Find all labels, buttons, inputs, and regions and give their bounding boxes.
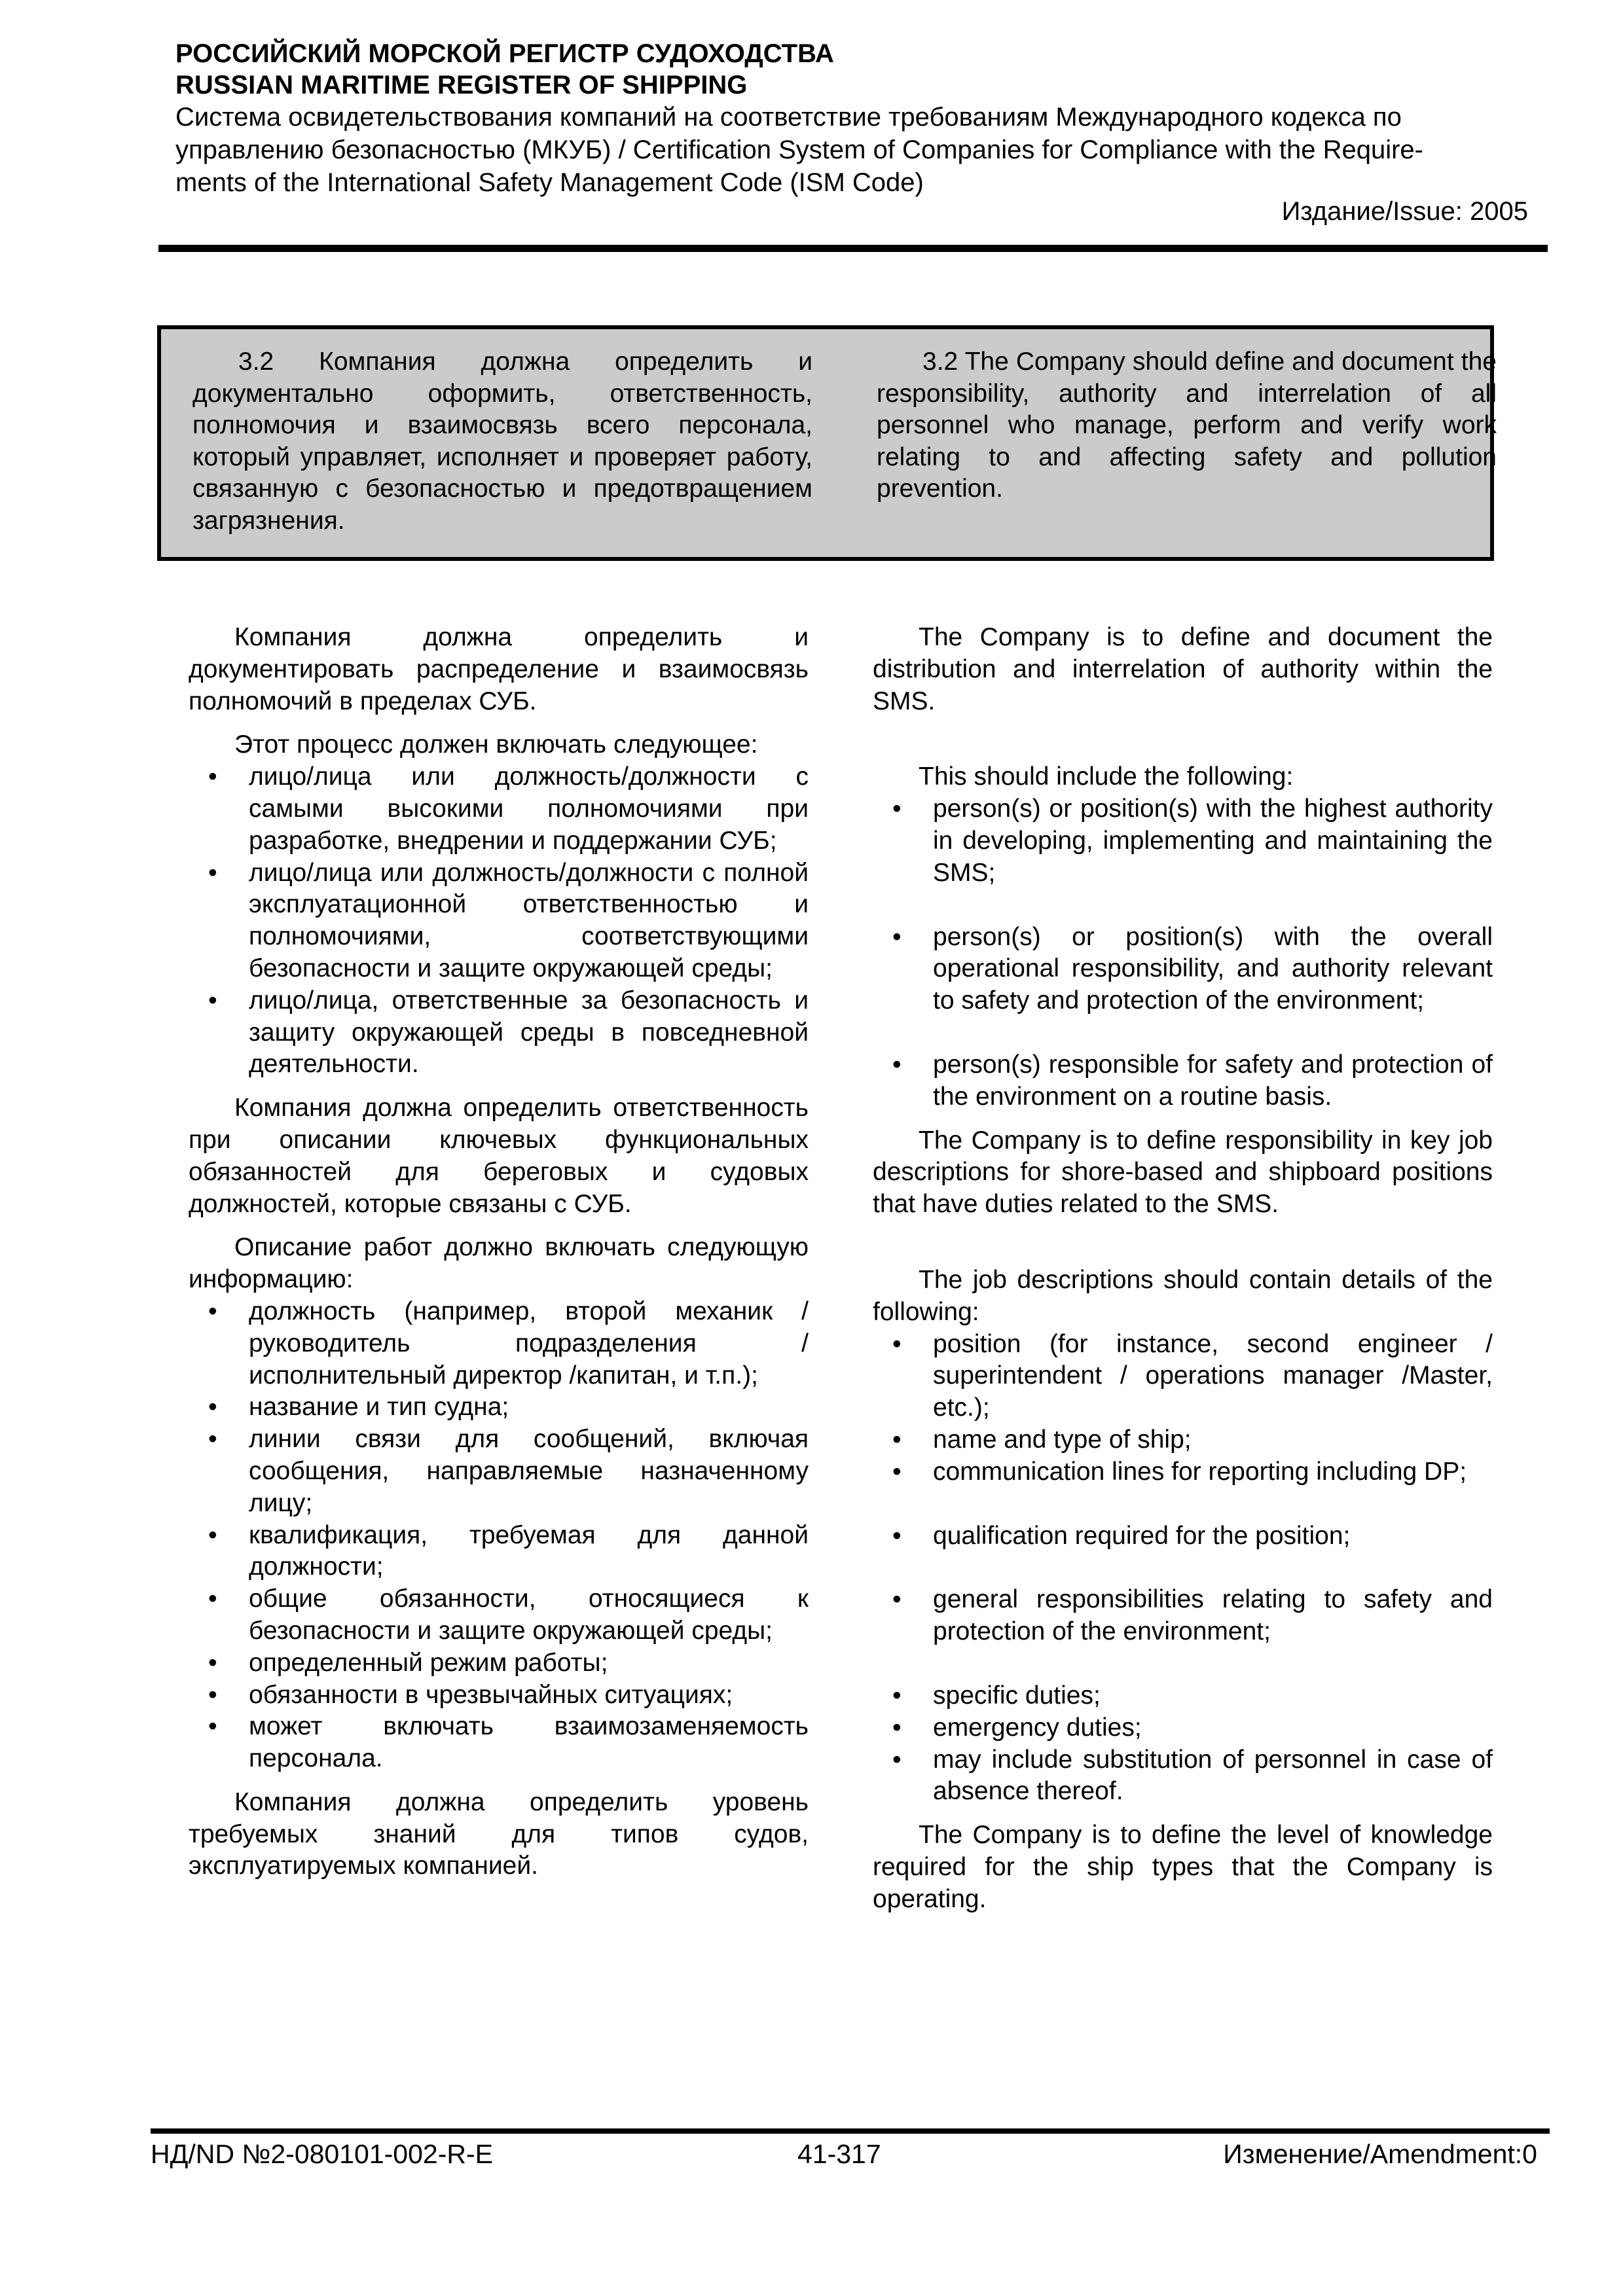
document-number: НД/ND №2-080101-002-R-E — [151, 2139, 493, 2169]
requirement-text-en: 3.2 The Company should define and document the responsibility, authority and interrelation of all personnel who manage, perform and verify work relating to and affecting safety and pollution prevention. — [877, 348, 1497, 503]
requirement-en — [877, 346, 1497, 505]
list-item: • лицо/лица или должность/должности с самыми высокими полномочиями при разработке, внедрении и поддержании СУБ; — [189, 761, 809, 857]
subtitle-line: ments of the International Safety Management Code (ISM Code) — [175, 168, 924, 197]
issue-label: Издание/Issue: 2005 — [1281, 197, 1528, 226]
list-item: • person(s) or position(s) with the highest authority in developing, implementing and maintaining the SMS; — [873, 793, 1493, 889]
list-item: • position (for instance, second engineer / superintendent / operations manager /Master, etc.); — [873, 1329, 1493, 1424]
document-subtitle — [175, 101, 1527, 199]
list-item: • лицо/лица или должность/должности с полной эксплуатационной ответственностью и полномочиями, соответствующими безопасности и защите окружающей среды; — [189, 857, 809, 985]
paragraph: Компания должна определить уровень требуемых знаний для типов судов, эксплуатируемых компанией. — [189, 1787, 809, 1880]
bullet-list — [189, 761, 809, 1081]
requirement-text-ru: 3.2 Компания должна определить и документально оформить, ответственность, полномочия и взаимосвязь всего персонала, который управляет, исполняет и проверяет работу, связанную с безопасностью и предотвращением загрязнения. — [192, 348, 812, 535]
page-number: 41-317 — [797, 2139, 881, 2169]
list-item: • квалификация, требуемая для данной должности; — [189, 1520, 809, 1584]
subtitle-line: Система освидетельствования компаний на соответствие требованиям Международного кодекса по — [175, 103, 1402, 132]
paragraph: Компания должна определить и документировать распределение и взаимосвязь полномочий в пределах СУБ. — [189, 623, 809, 715]
list-item: • определенный режим работы; — [189, 1647, 809, 1679]
guidance-column-ru — [189, 622, 809, 1882]
paragraph: Этот процесс должен включать следующее: — [234, 730, 758, 759]
list-item: • specific duties; — [873, 1680, 1493, 1712]
paragraph: The Company is to define and document the distribution and interrelation of authority within the SMS. — [873, 623, 1493, 715]
requirement-box — [157, 325, 1497, 561]
list-item: • general responsibilities relating to safety and protection of the environment; — [873, 1584, 1493, 1648]
list-item: • обязанности в чрезвычайных ситуациях; — [189, 1679, 809, 1712]
list-item: • person(s) or position(s) with the overall operational responsibility, and authority relevant to safety and protection of the environment; — [873, 922, 1493, 1017]
list-item: • communication lines for reporting including DP; — [873, 1456, 1493, 1488]
guidance-column-en — [873, 622, 1493, 1916]
bullet-list — [873, 1329, 1493, 1808]
subtitle-line: управлению безопасностью (МКУБ) / Certification System of Companies for Compliance with the Require- — [175, 135, 1423, 164]
list-item: • название и тип судна; — [189, 1391, 809, 1424]
bullet-list — [873, 793, 1493, 1113]
list-item: • линии связи для сообщений, включая сообщения, направляемые назначенному лицу; — [189, 1424, 809, 1519]
list-item: • лицо/лица, ответственные за безопасность и защиту окружающей среды в повседневной деятельности. — [189, 985, 809, 1081]
list-item: • may include substitution of personnel in case of absence thereof. — [873, 1744, 1493, 1808]
paragraph: Компания должна определить ответственность при описании ключевых функциональных обязанностей для береговых и судовых должностей, которые связаны с СУБ. — [189, 1094, 809, 1218]
list-item: • должность (например, второй механик / руководитель подразделения / исполнительный директор /капитан, и т.п.); — [189, 1296, 809, 1391]
paragraph: Описание работ должно включать следующую информацию: — [189, 1233, 809, 1294]
list-item: • может включать взаимозаменяемость персонала. — [189, 1711, 809, 1775]
bullet-list — [189, 1296, 809, 1775]
organization-name-en: RUSSIAN MARITIME REGISTER OF SHIPPING — [175, 71, 748, 99]
amendment-label: Изменение/Amendment:0 — [1223, 2139, 1537, 2169]
list-item: • общие обязанности, относящиеся к безопасности и защите окружающей среды; — [189, 1583, 809, 1647]
list-item: • qualification required for the position; — [873, 1520, 1493, 1552]
paragraph: The job descriptions should contain details of the following: — [873, 1265, 1493, 1326]
footer-divider — [151, 2128, 1550, 2134]
list-item: • emergency duties; — [873, 1712, 1493, 1744]
list-item: • person(s) responsible for safety and protection of the environment on a routine basis. — [873, 1049, 1493, 1113]
header-divider — [158, 245, 1548, 252]
paragraph: The Company is to define responsibility in key job descriptions for shore-based and shipboard positions that have duties related to the SMS. — [873, 1126, 1493, 1219]
organization-name-ru: РОССИЙСКИЙ МОРСКОЙ РЕГИСТР СУДОХОДСТВА — [175, 39, 834, 68]
requirement-ru — [192, 346, 812, 537]
page-header — [175, 38, 1527, 199]
paragraph: The Company is to define the level of knowledge required for the ship types that the Company is operating. — [873, 1821, 1493, 1913]
list-item: • name and type of ship; — [873, 1424, 1493, 1456]
paragraph: This should include the following: — [919, 762, 1294, 791]
